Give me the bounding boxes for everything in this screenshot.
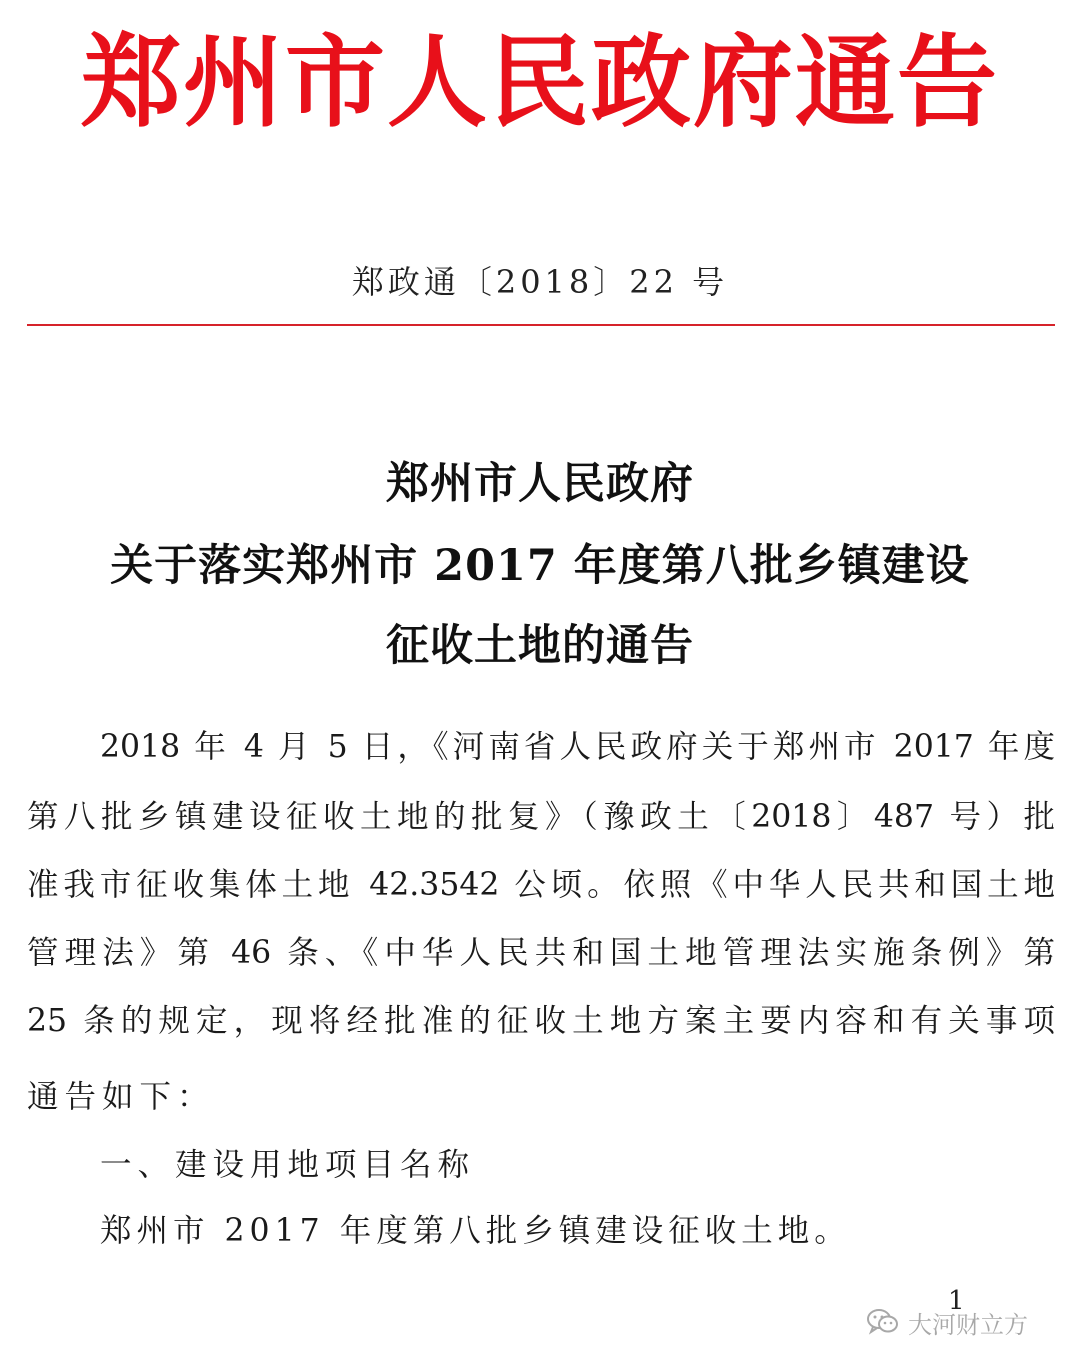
masthead-title: 郑州市人民政府通告 [81, 23, 999, 141]
wechat-icon [866, 1307, 900, 1337]
body-line: 通告如下： [27, 1079, 215, 1115]
body-line: 2018 年 4 月 5 日，《河南省人民政府关于郑州市 2017 年度 [100, 729, 1055, 765]
watermark-text: 大河财立方 [908, 1310, 1028, 1339]
section-heading: 一、建设用地项目名称 [100, 1147, 476, 1183]
body-line: 25 条的规定，现将经批准的征收土地方案主要内容和有关事项 [27, 1003, 1055, 1039]
red-divider-line [27, 324, 1055, 326]
body-line: 第八批乡镇建设征收土地的批复》（豫政土〔2018〕487 号）批 [27, 799, 1055, 835]
source-watermark [866, 1302, 1028, 1342]
notice-title-line-2: 关于落实郑州市 2017 年度第八批乡镇建设 [110, 541, 970, 591]
notice-title-line-3: 征收土地的通告 [386, 621, 694, 671]
body-line: 管理法》第 46 条、《中华人民共和国土地管理法实施条例》第 [27, 935, 1055, 971]
page-number: 1 [948, 1286, 965, 1316]
document-number: 郑政通〔2018〕22 号 [351, 263, 729, 301]
body-line: 准我市征收集体土地 42.3542 公顷。依照《中华人民共和国土地 [27, 867, 1055, 903]
section-text: 郑州市 2017 年度第八批乡镇建设征收土地。 [100, 1213, 851, 1249]
notice-title-line-1: 郑州市人民政府 [386, 459, 694, 509]
